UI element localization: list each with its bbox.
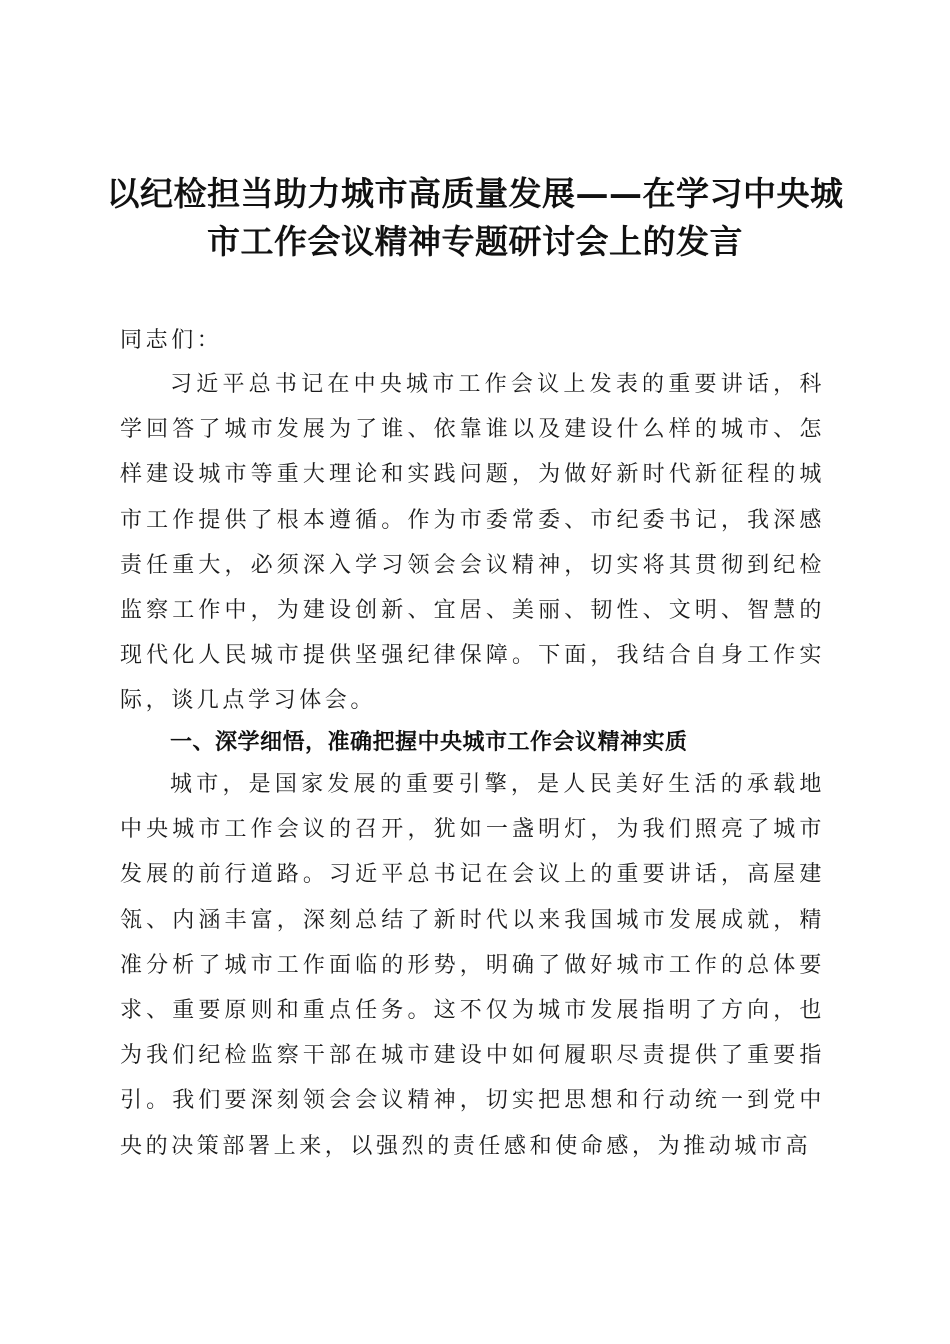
paragraph-intro: 习近平总书记在中央城市工作会议上发表的重要讲话，科学回答了城市发展为了谁、依靠谁以及建设什么样的城市、怎样建设城市等重大理论和实践问题，为做好新时代新征程的城市工作提供了根本遵循。作为市委常委、市纪委书记，我深感责任重大，必须深入学习领会会议精神，切实将其贯彻到纪检监察工作中，为建设创新、宜居、美丽、韧性、文明、智慧的现代化人民城市提供坚强纪律保障。下面，我结合自身工作实际，谈几点学习体会。 bbox=[120, 372, 825, 714]
document-title: 以纪检担当助力城市高质量发展——在学习中央城市工作会议精神专题研讨会上的发言 bbox=[106, 174, 844, 261]
salutation: 同志们： bbox=[120, 328, 223, 353]
paragraph-section-1: 城市，是国家发展的重要引擎，是人民美好生活的承载地中央城市工作会议的召开，犹如一盏明灯，为我们照亮了城市发展的前行道路。习近平总书记在会议上的重要讲话，高屋建瓴、内涵丰富，深刻总结了新时代以来我国城市发展成就，精准分析了城市工作面临的形势，明确了做好城市工作的总体要求、重要原则和重点任务。这不仅为城市发展指明了方向，也为我们纪检监察干部在城市建设中如何履职尽责提供了重要指引。我们要深刻领会会议精神，切实把思想和行动统一到党中央的决策部署上来，以强烈的责任感和使命感，为推动城市高 bbox=[120, 772, 825, 1159]
section-heading-1: 一、深学细悟，准确把握中央城市工作会议精神实质 bbox=[170, 730, 688, 755]
